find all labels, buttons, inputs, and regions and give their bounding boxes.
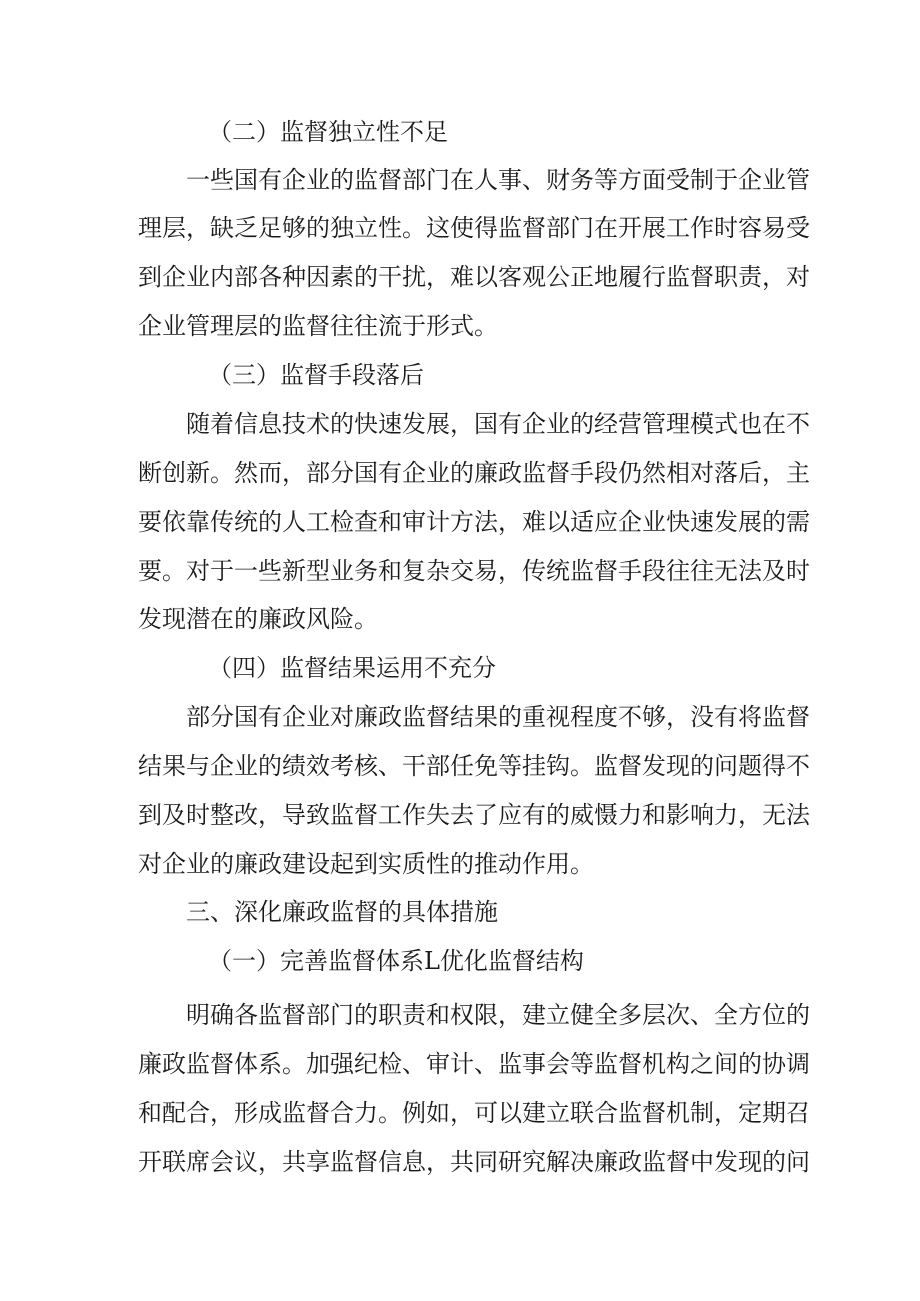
- section-heading-measures: 三、深化廉政监督的具体措施: [186, 898, 498, 926]
- paragraph-line: 廉政监督体系。加强纪检、审计、监事会等监督机构之间的协调: [138, 1050, 810, 1078]
- paragraph-line: 发现潜在的廉政风险。: [138, 605, 378, 633]
- paragraph-line: 明确各监督部门的职责和权限，建立健全多层次、全方位的: [186, 1001, 810, 1029]
- paragraph-line: 部分国有企业对廉政监督结果的重视程度不够，没有将监督: [186, 703, 810, 731]
- paragraph-line: 到及时整改，导致监督工作失去了应有的威慑力和影响力，无法: [138, 801, 810, 829]
- paragraph-line: 对企业的廉政建设起到实质性的推动作用。: [138, 850, 594, 878]
- subheading-insufficient-results-use: （四）监督结果运用不充分: [208, 654, 496, 682]
- paragraph-line: 和配合，形成监督合力。例如，可以建立联合监督机制，定期召: [138, 1099, 810, 1127]
- paragraph-line: 要依靠传统的人工检查和审计方法，难以适应企业快速发展的需: [138, 508, 810, 536]
- paragraph-line: 结果与企业的绩效考核、干部任免等挂钩。监督发现的问题得不: [138, 752, 810, 780]
- paragraph-line: 要。对于一些新型业务和复杂交易，传统监督手段往往无法及时: [138, 557, 810, 585]
- paragraph-line: 断创新。然而，部分国有企业的廉政监督手段仍然相对落后，主: [138, 459, 810, 487]
- subheading-improve-system: （一）完善监督体系L优化监督结构: [208, 947, 584, 975]
- paragraph-line: 理层，缺乏足够的独立性。这使得监督部门在开展工作时容易受: [138, 214, 810, 242]
- paragraph-line: 一些国有企业的监督部门在人事、财务等方面受制于企业管: [186, 166, 810, 194]
- subheading-insufficient-independence: （二）监督独立性不足: [208, 118, 448, 146]
- paragraph-line: 企业管理层的监督往往流于形式。: [138, 312, 498, 340]
- paragraph-line: 随着信息技术的快速发展，国有企业的经营管理模式也在不: [186, 410, 810, 438]
- paragraph-line: 开联席会议，共享监督信息，共同研究解决廉政监督中发现的问: [138, 1148, 810, 1176]
- paragraph-line: 到企业内部各种因素的干扰，难以客观公正地履行监督职责，对: [138, 263, 810, 291]
- subheading-outdated-means: （三）监督手段落后: [208, 361, 424, 389]
